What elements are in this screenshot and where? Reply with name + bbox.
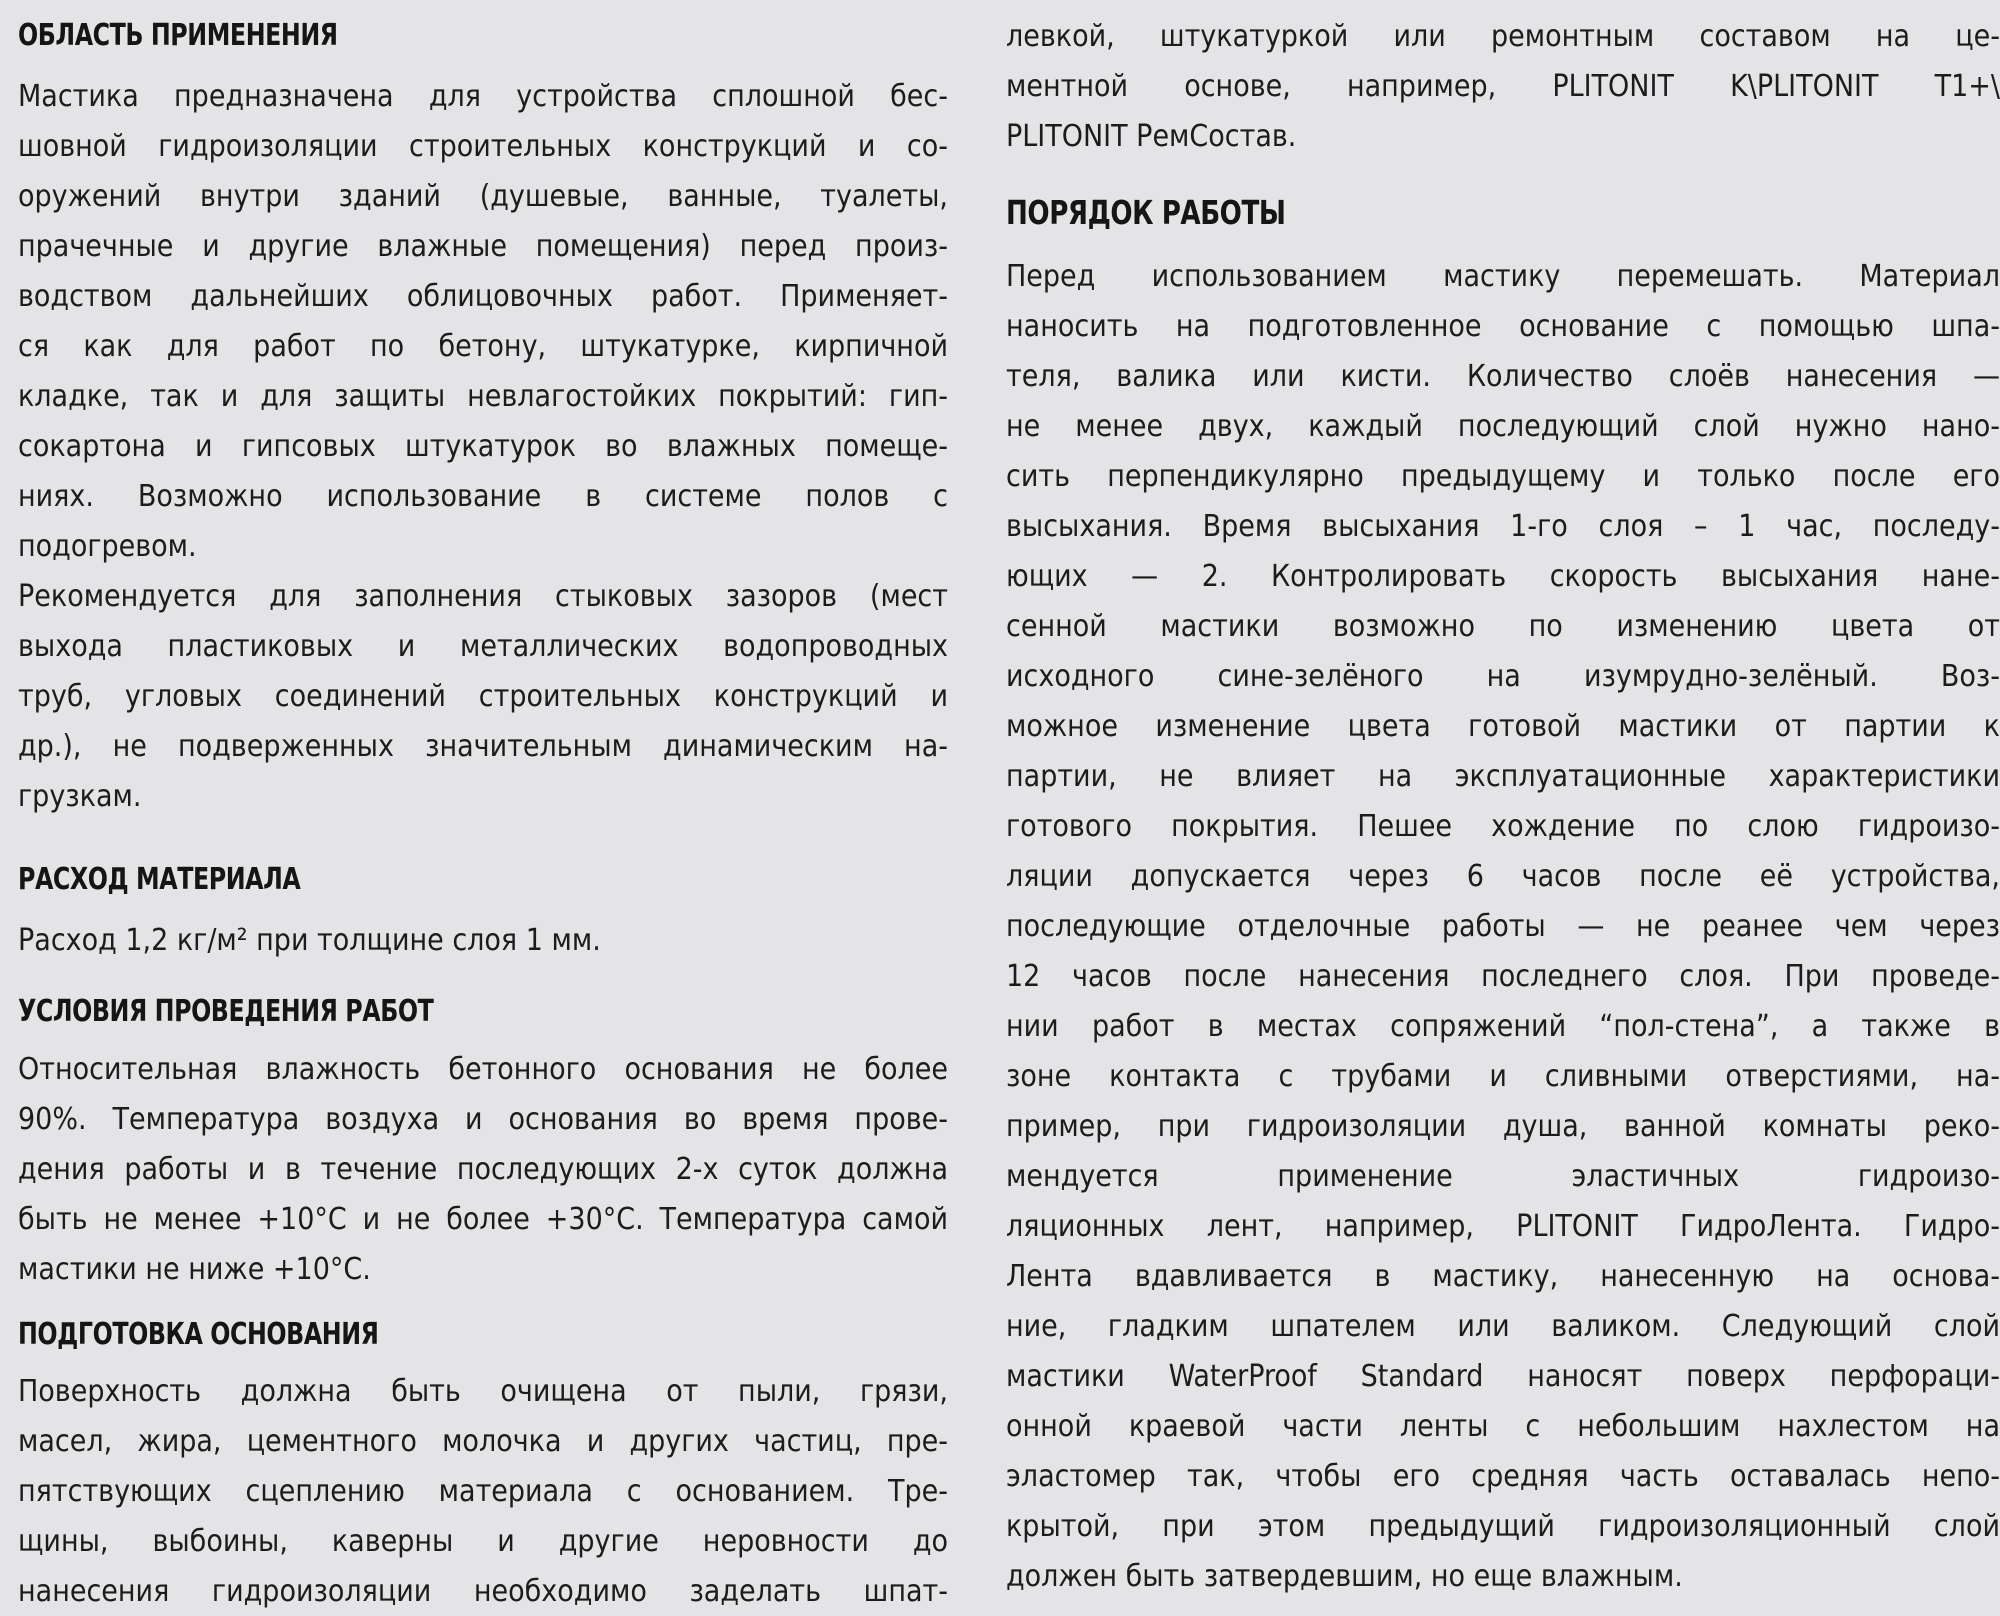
text-line: щины, выбоины, каверны и другие неровности до <box>18 1524 948 1559</box>
text-line: труб, угловых соединений строительных конструкций и <box>18 679 948 714</box>
text-line: ние, гладким шпателем или валиком. Следующий слой <box>1006 1309 2000 1344</box>
text-line: 12 часов после нанесения последнего слоя. При проведе- <box>1006 959 2000 994</box>
text-line: быть не менее +10°С и не более +30°С. Температура самой <box>18 1202 948 1237</box>
section-title: УСЛОВИЯ ПРОВЕДЕНИЯ РАБОТ <box>18 994 434 1029</box>
text-line: Относительная влажность бетонного основания не более <box>18 1052 948 1087</box>
section-preparation <box>18 1313 428 1357</box>
text-line: мендуется применение эластичных гидроизо- <box>1006 1159 2000 1194</box>
section-scope <box>18 14 381 58</box>
text-line: масел, жира, цементного молочка и других частиц, пре- <box>18 1424 948 1459</box>
section-conditions <box>18 990 490 1034</box>
text-line: нии работ в местах сопряжений “пол-стена”, а также в <box>1006 1009 2000 1044</box>
text-line: нанесения гидроизоляции необходимо заделать шпат- <box>18 1574 948 1609</box>
text-line: шовной гидроизоляции строительных конструкций и со- <box>18 129 948 164</box>
text-line: грузкам. <box>18 779 142 814</box>
text-line: Перед использованием мастику перемешать. Материал <box>1006 259 2000 294</box>
text-line: онной краевой части ленты с небольшим нахлестом на <box>1006 1409 2000 1444</box>
text-line: кладке, так и для защиты невлагостойких покрытий: гип- <box>18 379 948 414</box>
text-line: исходного сине-зелёного на изумрудно-зелёный. Воз- <box>1006 659 2000 694</box>
text-line: ся как для работ по бетону, штукатурке, кирпичной <box>18 329 948 364</box>
section-conditions-body <box>18 1045 948 1295</box>
text-line: последующие отделочные работы — не реанее чем через <box>1006 909 2000 944</box>
text-line: наносить на подготовленное основание с помощью шпа- <box>1006 309 2000 344</box>
text-line: зоне контакта с трубами и сливными отверстиями, на- <box>1006 1059 2000 1094</box>
text-line: Поверхность должна быть очищена от пыли, грязи, <box>18 1374 948 1409</box>
text-line: сить перпендикулярно предыдущему и только после его <box>1006 459 2000 494</box>
section-procedure <box>1006 190 1324 236</box>
section-scope-body <box>18 72 948 822</box>
text-line: др.), не подверженных значительным динамическим на- <box>18 729 948 764</box>
text-line: пример, при гидроизоляции душа, ванной комнаты реко- <box>1006 1109 2000 1144</box>
text-line: ляции допускается через 6 часов после её устройства, <box>1006 859 2000 894</box>
text-line: ляционных лент, например, PLITONIT ГидроЛента. Гидро- <box>1006 1209 2000 1244</box>
text-line: подогревом. <box>18 529 197 564</box>
text-line: дения работы и в течение последующих 2-х суток должна <box>18 1152 948 1187</box>
text-line: сокартона и гипсовых штукатурок во влажных помеще- <box>18 429 948 464</box>
text-line: сенной мастики возможно по изменению цвета от <box>1006 609 2000 644</box>
section-preparation-body <box>18 1367 948 1616</box>
section-title: ПОРЯДОК РАБОТЫ <box>1006 193 1286 232</box>
text-line: водством дальнейших облицовочных работ. Применяет- <box>18 279 948 314</box>
text-line: оружений внутри зданий (душевые, ванные, туалеты, <box>18 179 948 214</box>
text-line: 90%. Температура воздуха и основания во время прове- <box>18 1102 948 1137</box>
section-procedure-body <box>1006 252 2000 1602</box>
text-line: Расход 1,2 кг/м² при толщине слоя 1 мм. <box>18 923 601 958</box>
text-line: готового покрытия. Пешее хождение по слою гидроизо- <box>1006 809 2000 844</box>
text-line: левкой, штукатуркой или ремонтным составом на це- <box>1006 19 2000 54</box>
text-line: выхода пластиковых и металлических водопроводных <box>18 629 948 664</box>
text-line: мастики не ниже +10°С. <box>18 1252 371 1287</box>
text-line: теля, валика или кисти. Количество слоёв нанесения — <box>1006 359 2000 394</box>
section-consumption <box>18 858 339 902</box>
text-line: прачечные и другие влажные помещения) перед произ- <box>18 229 948 264</box>
text-line: Лента вдавливается в мастику, нанесенную на основа- <box>1006 1259 2000 1294</box>
text-line: пятствующих сцеплению материала с основанием. Тре- <box>18 1474 948 1509</box>
section-title: ПОДГОТОВКА ОСНОВАНИЯ <box>18 1317 379 1352</box>
section-title: РАСХОД МАТЕРИАЛА <box>18 862 301 897</box>
text-line: не менее двух, каждый последующий слой нужно нано- <box>1006 409 2000 444</box>
text-line: PLITONIT РемСостав. <box>1006 119 1297 154</box>
text-line: партии, не влияет на эксплуатационные характеристики <box>1006 759 2000 794</box>
text-line: ющих — 2. Контролировать скорость высыхания нане- <box>1006 559 2000 594</box>
section-consumption-body <box>18 916 948 966</box>
preparation-continuation <box>1006 12 2000 162</box>
text-line: Рекомендуется для заполнения стыковых зазоров (мест <box>18 579 948 614</box>
text-line: можное изменение цвета готовой мастики от партии к <box>1006 709 2000 744</box>
text-line: должен быть затвердевшим, но еще влажным. <box>1006 1559 1683 1594</box>
text-line: Мастика предназначена для устройства сплошной бес- <box>18 79 948 114</box>
text-line: ниях. Возможно использование в системе полов с <box>18 479 948 514</box>
text-line: мастики WaterProof Standard наносят поверх перфораци- <box>1006 1359 2000 1394</box>
section-title: ОБЛАСТЬ ПРИМЕНЕНИЯ <box>18 18 338 53</box>
text-line: крытой, при этом предыдущий гидроизоляционный слой <box>1006 1509 2000 1544</box>
text-line: ментной основе, например, PLITONIT K\PLITONIT T1+\ <box>1006 69 2000 104</box>
text-line: эластомер так, чтобы его средняя часть оставалась непо- <box>1006 1459 2000 1494</box>
text-line: высыхания. Время высыхания 1-го слоя – 1 час, последу- <box>1006 509 2000 544</box>
